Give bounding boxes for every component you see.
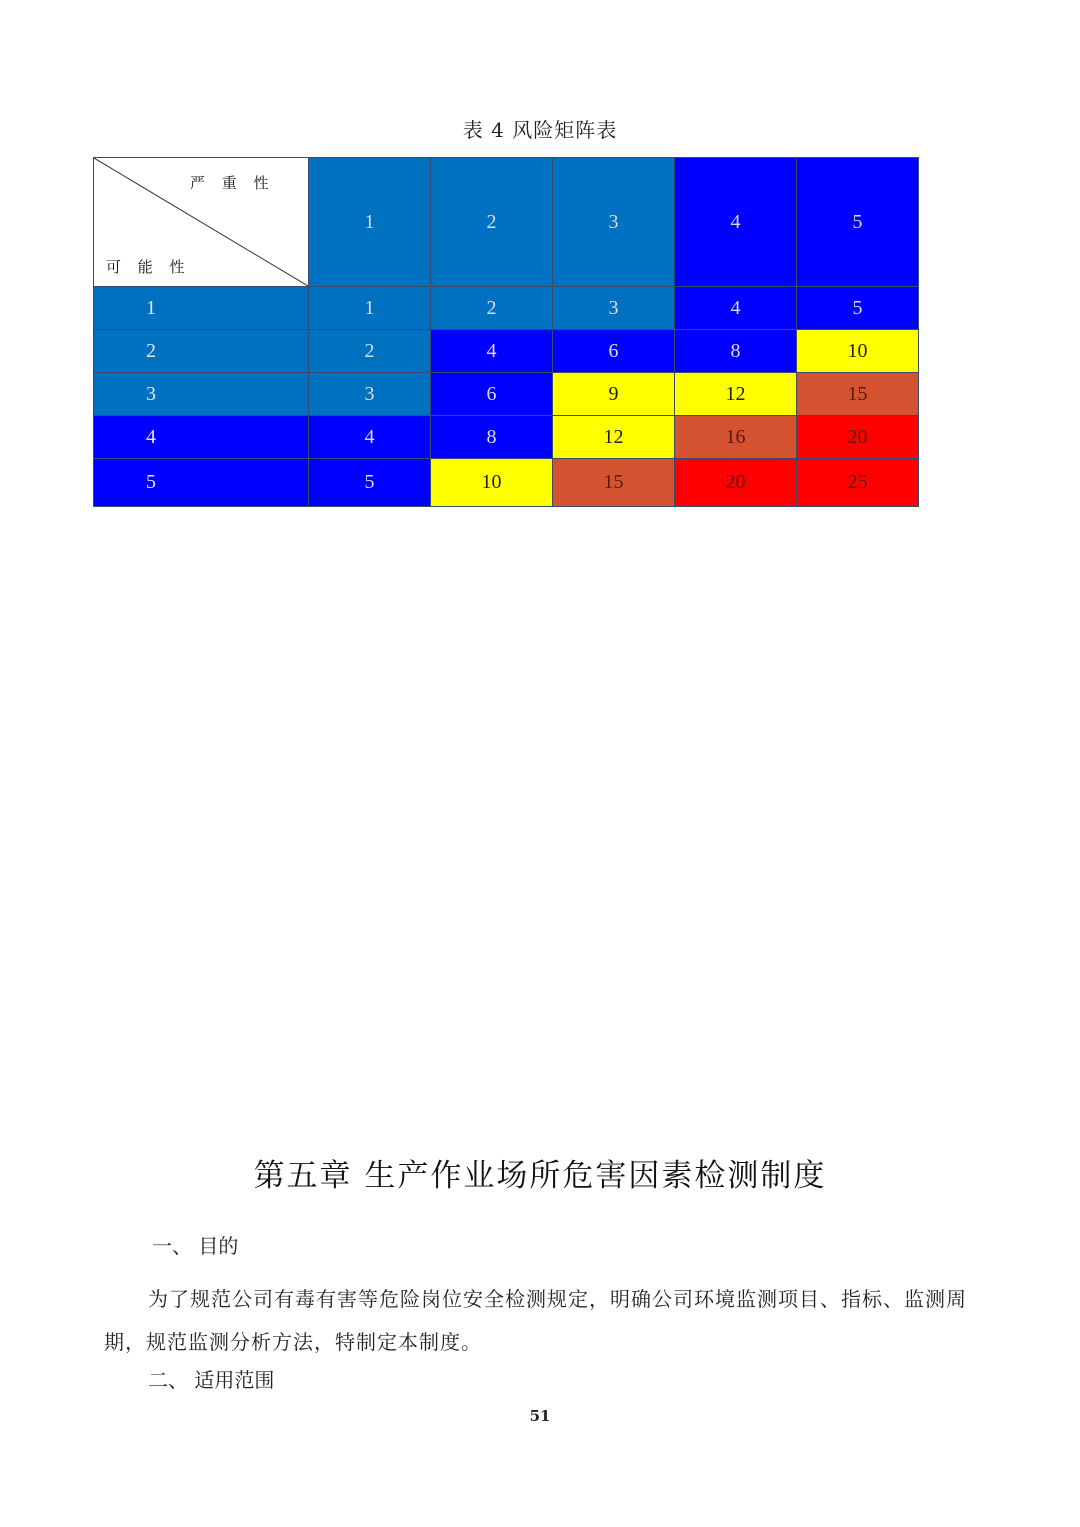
matrix-corner-cell <box>94 158 309 287</box>
table-caption: 表 4 风险矩阵表 <box>462 118 618 142</box>
risk-cell: 25 <box>797 459 919 507</box>
page-number: 51 <box>529 1407 551 1425</box>
risk-cell: 8 <box>431 416 553 459</box>
severity-header-3: 3 <box>553 158 675 287</box>
risk-cell: 9 <box>553 373 675 416</box>
risk-matrix-table <box>93 157 919 507</box>
risk-cell: 16 <box>675 416 797 459</box>
likelihood-header-3: 3 <box>94 373 309 416</box>
severity-header-5: 5 <box>797 158 919 287</box>
risk-cell: 8 <box>675 330 797 373</box>
risk-cell: 2 <box>431 287 553 330</box>
matrix-row <box>94 330 919 373</box>
risk-cell: 1 <box>309 287 431 330</box>
risk-cell: 5 <box>797 287 919 330</box>
likelihood-header-1: 1 <box>94 287 309 330</box>
risk-cell: 4 <box>309 416 431 459</box>
matrix-header-row <box>94 158 919 287</box>
section-heading-purpose: 一、 目的 <box>152 1234 239 1258</box>
risk-cell: 15 <box>553 459 675 507</box>
purpose-paragraph: 为了规范公司有毒有害等危险岗位安全检测规定，明确公司环境监测项目、指标、监测周期，规范监测分析方法，特制定本制度。 <box>104 1287 967 1354</box>
likelihood-header-4: 4 <box>94 416 309 459</box>
risk-cell: 3 <box>553 287 675 330</box>
severity-header-2: 2 <box>431 158 553 287</box>
likelihood-header-5: 5 <box>94 459 309 507</box>
severity-label: 严 重 性 <box>190 174 275 192</box>
risk-cell: 20 <box>675 459 797 507</box>
risk-cell: 15 <box>797 373 919 416</box>
risk-cell: 6 <box>431 373 553 416</box>
matrix-row <box>94 459 919 507</box>
risk-cell: 5 <box>309 459 431 507</box>
likelihood-header-2: 2 <box>94 330 309 373</box>
risk-cell: 12 <box>675 373 797 416</box>
chapter-title: 第五章 生产作业场所危害因素检测制度 <box>253 1158 827 1194</box>
matrix-row <box>94 373 919 416</box>
likelihood-label: 可 能 性 <box>106 258 191 276</box>
risk-cell: 10 <box>431 459 553 507</box>
severity-header-4: 4 <box>675 158 797 287</box>
matrix-row <box>94 287 919 330</box>
risk-cell: 6 <box>553 330 675 373</box>
risk-cell: 20 <box>797 416 919 459</box>
matrix-row <box>94 416 919 459</box>
severity-header-1: 1 <box>309 158 431 287</box>
risk-cell: 4 <box>675 287 797 330</box>
risk-cell: 3 <box>309 373 431 416</box>
section-heading-scope: 二、 适用范围 <box>148 1368 275 1392</box>
risk-cell: 12 <box>553 416 675 459</box>
risk-cell: 10 <box>797 330 919 373</box>
risk-cell: 4 <box>431 330 553 373</box>
risk-cell: 2 <box>309 330 431 373</box>
